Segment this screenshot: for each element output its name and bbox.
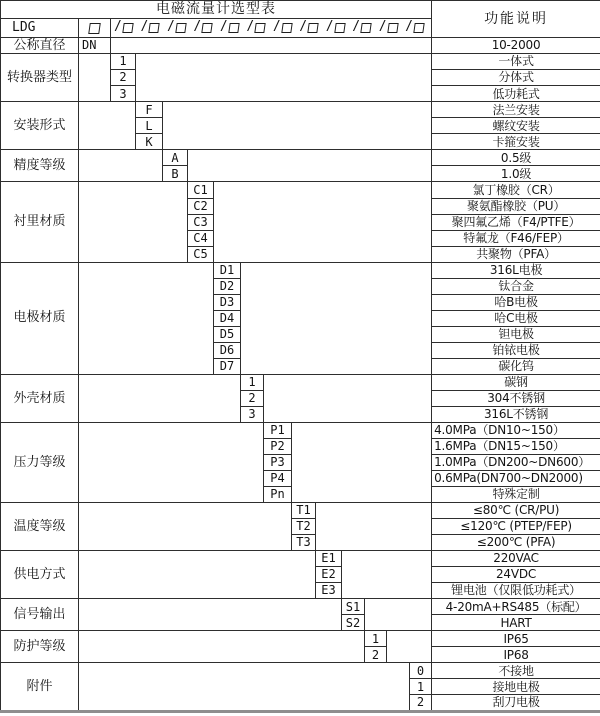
code-cell: L	[136, 118, 163, 134]
code-cell: T3	[292, 535, 316, 551]
empty-code-box	[254, 23, 265, 33]
code-cell: C3	[188, 214, 214, 230]
function-cell: 哈B电极	[432, 294, 600, 310]
filler-cell	[316, 503, 432, 551]
table-title: 电磁流量计选型表	[1, 1, 432, 19]
category-label: 供电方式	[1, 551, 79, 599]
filler-cell	[79, 663, 410, 712]
code-cell: E1	[316, 551, 342, 567]
category-label: 安装形式	[1, 102, 79, 150]
code-cell: D1	[214, 262, 241, 278]
filler-cell	[188, 150, 432, 182]
code-cell: S2	[342, 615, 365, 631]
code-cell: E2	[316, 567, 342, 583]
category-label: 压力等级	[1, 422, 79, 502]
filler-cell	[342, 551, 432, 599]
code-cell: C4	[188, 230, 214, 246]
empty-code-box	[334, 23, 345, 33]
code-cell: T1	[292, 503, 316, 519]
function-cell: 1.0级	[432, 166, 600, 182]
filler-cell	[79, 102, 136, 150]
function-cell: 0.6MPa(DN700~DN2000)	[432, 471, 600, 487]
code-cell: 1	[410, 679, 432, 695]
code-cell: 3	[241, 406, 264, 422]
function-cell: 碳化钨	[432, 358, 600, 374]
function-cell: 4.0MPa（DN10~150）	[432, 422, 600, 438]
empty-code-box	[149, 23, 160, 33]
filler-cell	[136, 54, 432, 102]
slash-separator: /	[352, 19, 361, 35]
category-label: 附件	[1, 663, 79, 712]
code-cell: K	[136, 134, 163, 150]
code-slot-box	[140, 21, 159, 35]
function-cell: 10-2000	[432, 38, 600, 54]
slash-separator: /	[140, 19, 149, 35]
filler-cell	[79, 599, 342, 631]
filler-cell	[241, 262, 432, 374]
code-cell: 2	[241, 390, 264, 406]
empty-code-box	[281, 23, 292, 33]
code-slot-box	[352, 21, 371, 35]
function-cell: 哈C电极	[432, 310, 600, 326]
code-cell: 1	[111, 54, 136, 70]
function-cell: 氯丁橡胶（CR）	[432, 182, 600, 198]
code-cell: 2	[410, 695, 432, 712]
empty-code-box	[202, 23, 213, 33]
code-cell: A	[163, 150, 188, 166]
code-slot-box	[193, 21, 212, 35]
function-cell: 1.6MPa（DN15~150）	[432, 438, 600, 454]
category-label: 防护等级	[1, 631, 79, 663]
function-cell: 1.0MPa（DN200~DN600）	[432, 455, 600, 471]
function-cell: 铂铱电极	[432, 342, 600, 358]
model-code-slots-cell	[111, 19, 432, 38]
empty-code-box	[122, 23, 133, 33]
category-label: 外壳材质	[1, 374, 79, 422]
code-slot-box	[379, 21, 398, 35]
function-cell: 钛合金	[432, 278, 600, 294]
function-cell: 特氟龙（F46/FEP）	[432, 230, 600, 246]
code-cell: D4	[214, 310, 241, 326]
empty-code-box	[360, 23, 371, 33]
model-code-slots	[111, 19, 431, 37]
code-cell: B	[163, 166, 188, 182]
function-cell: 螺纹安装	[432, 118, 600, 134]
category-label: 精度等级	[1, 150, 79, 182]
function-cell: ≤120℃ (PTEP/FEP)	[432, 519, 600, 535]
function-cell: ≤200℃ (PFA)	[432, 535, 600, 551]
code-slot-box	[405, 21, 424, 35]
filler-cell	[365, 599, 432, 631]
function-cell: 低功耗式	[432, 86, 600, 102]
code-slot-box	[326, 21, 345, 35]
function-cell: 0.5级	[432, 150, 600, 166]
filler-cell	[79, 422, 264, 502]
slash-separator: /	[405, 19, 413, 35]
function-cell: IP68	[432, 647, 600, 663]
category-label: 衬里材质	[1, 182, 79, 262]
function-cell: 碳钢	[432, 374, 600, 390]
filler-cell	[79, 262, 214, 374]
filler-cell	[292, 422, 432, 502]
code-cell: 2	[111, 70, 136, 86]
filler-cell	[111, 38, 432, 54]
function-cell: 316L电极	[432, 262, 600, 278]
category-label: 转换器类型	[1, 54, 79, 102]
function-cell: 特殊定制	[432, 487, 600, 503]
function-cell: 钽电极	[432, 326, 600, 342]
selection-table-body	[1, 1, 600, 712]
function-cell: 一体式	[432, 54, 600, 70]
empty-code-box	[387, 23, 398, 33]
category-label: 电极材质	[1, 262, 79, 374]
filler-cell	[79, 374, 241, 422]
code-cell: P3	[264, 455, 292, 471]
slash-separator: /	[246, 19, 255, 35]
code-cell: D7	[214, 358, 241, 374]
empty-code-box	[413, 23, 424, 33]
code-cell: C5	[188, 246, 214, 262]
code-cell: E3	[316, 583, 342, 599]
filler-cell	[214, 182, 432, 262]
code-cell: D2	[214, 278, 241, 294]
filler-cell	[387, 631, 432, 663]
function-cell: 4-20mA+RS485（标配）	[432, 599, 600, 615]
code-cell: C2	[188, 198, 214, 214]
slash-separator: /	[299, 19, 308, 35]
filler-cell	[79, 551, 316, 599]
model-first-code-box-cell	[79, 19, 111, 38]
function-cell: 聚四氟乙烯（F4/PTFE）	[432, 214, 600, 230]
code-cell: 2	[365, 647, 387, 663]
code-cell: S1	[342, 599, 365, 615]
code-cell: D6	[214, 342, 241, 358]
code-slot-box	[246, 21, 265, 35]
function-cell: 304不锈钢	[432, 390, 600, 406]
category-label: 信号输出	[1, 599, 79, 631]
function-cell: 不接地	[432, 663, 600, 679]
function-cell: ≤80℃ (CR/PU)	[432, 503, 600, 519]
slash-separator: /	[272, 19, 281, 35]
function-cell: 卡箍安装	[432, 134, 600, 150]
code-cell: P4	[264, 471, 292, 487]
code-slot-box	[299, 21, 318, 35]
code-cell: D5	[214, 326, 241, 342]
function-cell: 316L不锈钢	[432, 406, 600, 422]
code-cell: 0	[410, 663, 432, 679]
category-label: 温度等级	[1, 503, 79, 551]
function-cell: 接地电极	[432, 679, 600, 695]
function-cell: 刮刀电极	[432, 695, 600, 712]
filler-cell	[163, 102, 432, 150]
empty-code-box	[175, 23, 186, 33]
code-cell: 3	[111, 86, 136, 102]
code-cell: 1	[241, 374, 264, 390]
function-column-header: 功能说明	[432, 1, 600, 38]
code-cell: P1	[264, 422, 292, 438]
empty-code-box	[228, 23, 239, 33]
code-cell: P2	[264, 438, 292, 454]
filler-cell	[79, 503, 292, 551]
code-cell: T2	[292, 519, 316, 535]
filler-cell	[79, 54, 111, 102]
filler-cell	[79, 631, 365, 663]
filler-cell	[79, 182, 188, 262]
function-cell: 法兰安装	[432, 102, 600, 118]
function-cell: 聚氨酯橡胶（PU）	[432, 198, 600, 214]
empty-code-box	[307, 23, 318, 33]
slash-separator: /	[378, 19, 387, 35]
filler-cell	[264, 374, 432, 422]
slash-separator: /	[166, 19, 175, 35]
function-cell: 锂电池（仅限低功耗式）	[432, 583, 600, 599]
slash-separator: /	[219, 19, 228, 35]
code-cell: 1	[365, 631, 387, 647]
category-label: 公称直径	[1, 38, 79, 54]
code-slot-box	[167, 21, 186, 35]
slash-separator: /	[193, 19, 202, 35]
code-cell: Pn	[264, 487, 292, 503]
code-cell: DN	[79, 38, 111, 54]
code-slot-box	[220, 21, 239, 35]
empty-code-box	[88, 23, 101, 34]
function-cell: HART	[432, 615, 600, 631]
code-cell: D3	[214, 294, 241, 310]
filler-cell	[79, 150, 163, 182]
slash-separator: /	[325, 19, 334, 35]
code-slot-box	[114, 21, 133, 35]
function-cell: 24VDC	[432, 567, 600, 583]
code-cell: C1	[188, 182, 214, 198]
model-prefix-cell: LDG	[1, 19, 79, 38]
slash-separator: /	[114, 19, 122, 35]
function-cell: IP65	[432, 631, 600, 647]
code-slot-box	[273, 21, 292, 35]
code-cell: F	[136, 102, 163, 118]
function-cell: 共聚物（PFA）	[432, 246, 600, 262]
function-cell: 分体式	[432, 70, 600, 86]
function-cell: 220VAC	[432, 551, 600, 567]
